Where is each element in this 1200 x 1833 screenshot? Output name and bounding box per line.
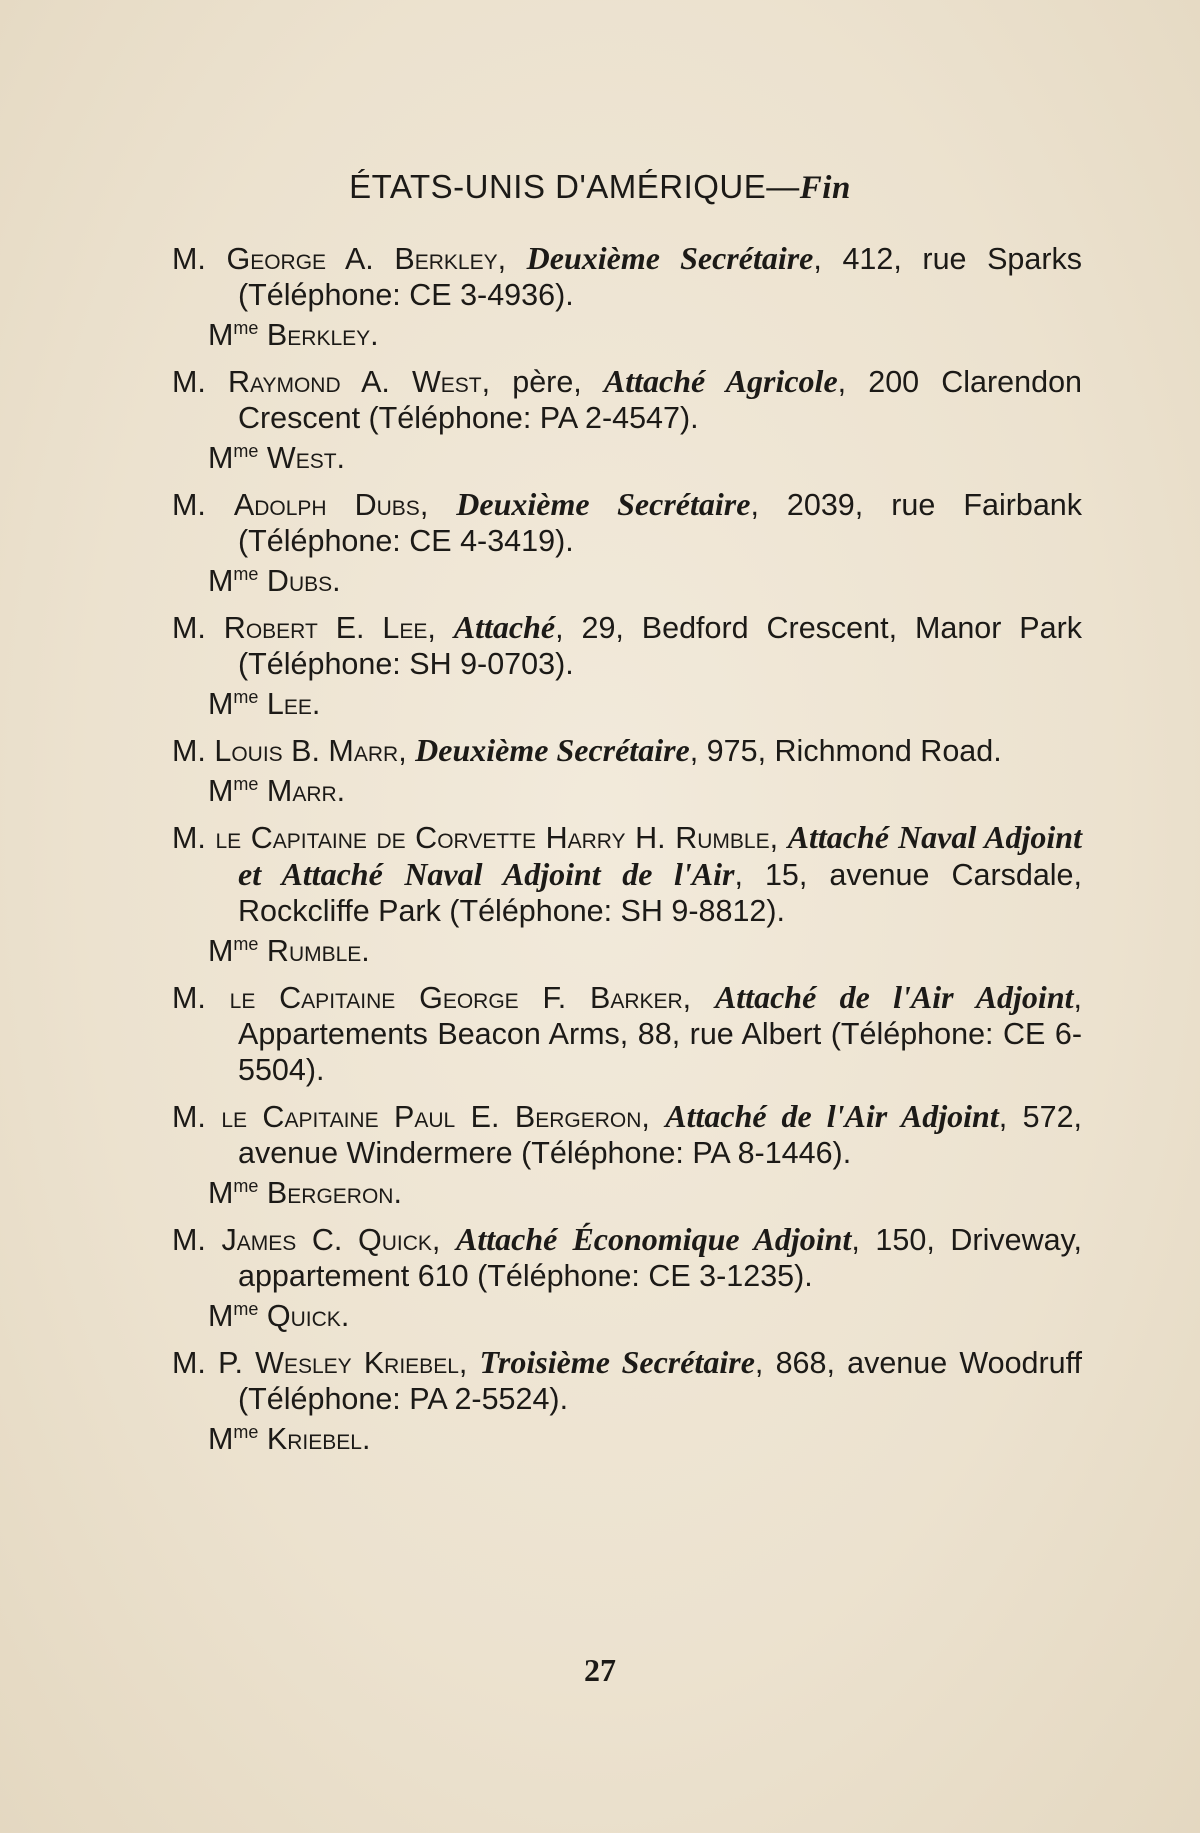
page-heading	[0, 168, 1200, 207]
spouse-superscript: me	[233, 563, 259, 584]
entry-prefix: M.	[172, 488, 234, 522]
person-name: le Capitaine George F. Barker	[229, 981, 683, 1015]
spouse-superscript: me	[233, 1298, 259, 1319]
list-item	[172, 979, 1082, 1088]
entry-address: , 200 Clarendon Crescent (Téléphone: PA 2-4547).	[238, 365, 1082, 435]
person-name: le Capitaine Paul E. Bergeron	[221, 1100, 642, 1134]
person-title: Attaché de l'Air Adjoint	[714, 979, 1074, 1015]
spouse-line	[172, 317, 1082, 353]
spouse-prefix: M	[208, 934, 234, 968]
entry-address: , 868, avenue Woodruff (Téléphone: PA 2-5524).	[238, 1346, 1083, 1416]
spouse-line	[172, 1175, 1082, 1211]
entry-separator: ,	[419, 488, 457, 522]
entry-separator: ,	[398, 734, 416, 768]
spouse-prefix: M	[208, 774, 234, 808]
entry-separator: ,	[431, 1223, 456, 1257]
entry-text	[172, 732, 1082, 769]
list-item	[172, 240, 1082, 353]
entry-prefix: M.	[172, 1223, 222, 1257]
entry-text	[172, 486, 1082, 559]
spouse-superscript: me	[233, 1175, 259, 1196]
spouse-name: Rumble.	[266, 934, 370, 968]
spouse-superscript: me	[233, 686, 259, 707]
entry-address: , 29, Bedford Crescent, Manor Park (Téléphone: SH 9-0703).	[238, 611, 1083, 681]
spouse-prefix: M	[208, 1299, 234, 1333]
person-name: Robert E. Lee	[223, 611, 428, 645]
list-item	[172, 363, 1082, 476]
person-name: George A. Berkley	[226, 242, 498, 276]
spouse-superscript: me	[233, 933, 259, 954]
entry-text	[172, 1344, 1082, 1417]
heading-suffix: Fin	[799, 170, 851, 206]
spouse-name: Berkley.	[266, 318, 379, 352]
entry-prefix: M.	[172, 242, 227, 276]
spouse-name: Kriebel.	[266, 1422, 371, 1456]
spouse-prefix: M	[208, 687, 234, 721]
spouse-prefix: M	[208, 1176, 234, 1210]
entry-address: , 975, Richmond Road.	[689, 734, 1002, 768]
spouse-name: Quick.	[266, 1299, 350, 1333]
spouse-superscript: me	[233, 440, 259, 461]
person-title: Attaché Agricole	[603, 363, 838, 399]
entry-prefix: M.	[172, 611, 224, 645]
entry-text	[172, 1098, 1082, 1171]
spouse-superscript: me	[233, 773, 259, 794]
entry-separator: ,	[769, 821, 788, 855]
entry-prefix: M.	[172, 1100, 222, 1134]
person-name: Adolph Dubs	[233, 488, 420, 522]
person-title: Attaché de l'Air Adjoint	[665, 1098, 999, 1134]
person-name: Raymond A. West	[228, 365, 482, 399]
person-title: Deuxième Secrétaire	[456, 486, 751, 522]
entry-text	[172, 819, 1082, 929]
list-item	[172, 486, 1082, 599]
spouse-line	[172, 773, 1082, 809]
page-number: 27	[584, 1652, 616, 1688]
person-name: Louis B. Marr	[214, 734, 399, 768]
entry-separator: ,	[497, 242, 527, 276]
entry-separator: ,	[682, 981, 715, 1015]
list-item	[172, 609, 1082, 722]
spouse-prefix: M	[208, 318, 234, 352]
entry-address: , 2039, rue Fairbank (Téléphone: CE 4-3419).	[238, 488, 1083, 558]
list-item	[172, 1221, 1082, 1334]
spouse-line	[172, 933, 1082, 969]
spouse-prefix: M	[208, 441, 234, 475]
person-title: Deuxième Secrétaire	[415, 732, 690, 768]
entry-separator: , père,	[481, 365, 604, 399]
person-name: James C. Quick	[221, 1223, 432, 1257]
spouse-superscript: me	[233, 1421, 259, 1442]
entry-text	[172, 979, 1082, 1088]
list-item	[172, 819, 1082, 969]
entry-prefix: M.	[172, 365, 228, 399]
entry-text	[172, 240, 1082, 313]
person-title: Deuxième Secrétaire	[526, 240, 814, 276]
entry-prefix: M.	[172, 1346, 219, 1380]
entry-address: , 15, avenue Carsdale, Rockcliffe Park (Téléphone: SH 9-8812).	[238, 858, 1082, 928]
person-title: Attaché	[453, 609, 556, 645]
person-name: le Capitaine de Corvette Harry H. Rumble	[215, 821, 770, 855]
list-item	[172, 1344, 1082, 1457]
spouse-line	[172, 440, 1082, 476]
entry-address: , 150, Driveway, appartement 610 (Téléphone: CE 3-1235).	[238, 1223, 1083, 1293]
entry-separator: ,	[427, 611, 454, 645]
list-item	[172, 1098, 1082, 1211]
spouse-line	[172, 1421, 1082, 1457]
spouse-superscript: me	[233, 317, 259, 338]
list-item	[172, 732, 1082, 809]
spouse-name: West.	[266, 441, 346, 475]
spouse-line	[172, 686, 1082, 722]
entry-address: , Appartements Beacon Arms, 88, rue Albert (Téléphone: CE 6-5504).	[238, 981, 1082, 1087]
person-name: P. Wesley Kriebel	[218, 1346, 459, 1380]
entry-list	[172, 240, 1082, 1467]
spouse-name: Marr.	[266, 774, 346, 808]
heading-main: ÉTATS-UNIS D'AMÉRIQUE—	[349, 168, 800, 205]
spouse-line	[172, 563, 1082, 599]
spouse-prefix: M	[208, 1422, 234, 1456]
person-title: Troisième Secrétaire	[479, 1344, 755, 1380]
spouse-name: Bergeron.	[266, 1176, 402, 1210]
entry-separator: ,	[458, 1346, 480, 1380]
entry-address: , 412, rue Sparks (Téléphone: CE 3-4936).	[238, 242, 1083, 312]
entry-address: , 572, avenue Windermere (Téléphone: PA 8-1446).	[238, 1100, 1083, 1170]
spouse-name: Dubs.	[266, 564, 341, 598]
entry-text	[172, 363, 1082, 436]
entry-text	[172, 609, 1082, 682]
entry-prefix: M.	[172, 734, 215, 768]
entry-prefix: M.	[172, 821, 216, 855]
entry-prefix: M.	[172, 981, 230, 1015]
spouse-line	[172, 1298, 1082, 1334]
spouse-name: Lee.	[266, 687, 321, 721]
entry-text	[172, 1221, 1082, 1294]
person-title: Attaché Économique Adjoint	[455, 1221, 852, 1257]
spouse-prefix: M	[208, 564, 234, 598]
person-title: Attaché Naval Adjoint et Attaché Naval Adjoint de l'Air	[238, 819, 1082, 892]
entry-separator: ,	[641, 1100, 666, 1134]
